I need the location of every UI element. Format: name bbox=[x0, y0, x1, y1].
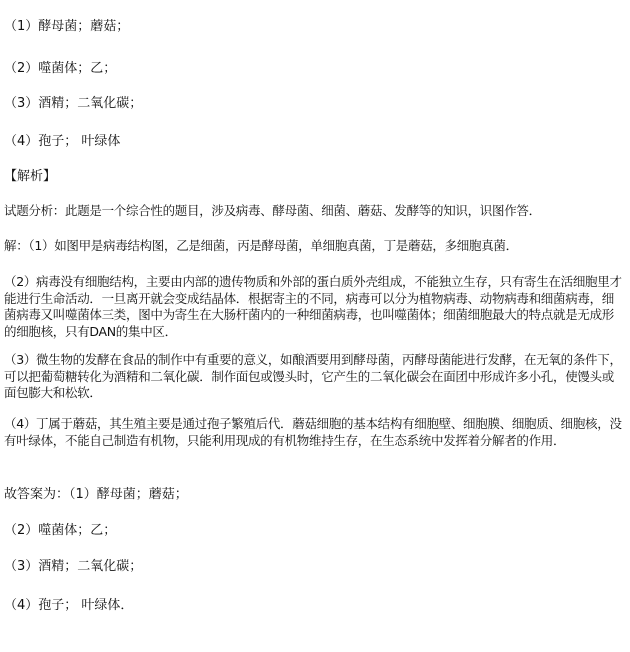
analysis-paragraph-2: （2）病毒没有细胞结构，主要由内部的遗传物质和外部的蛋白质外壳组成，不能独立生存，只有寄生在活细胞里才能进行生命活动．一旦离开就会变成结晶体．根据寄主的不同，病毒可以分为植物病毒、动物病毒和细菌病毒，细菌病毒又叫噬菌体三类，图中为寄生在大肠杆菌内的一种细菌病毒，也叫噬菌体；细菌细胞最大的特点就是无成形的细胞核，只有DAN的集中区． bbox=[4, 274, 622, 339]
final-answer-line-4: （4）孢子； 叶绿体． bbox=[4, 598, 134, 613]
final-answer-line-2: （2）噬菌体；乙； bbox=[4, 523, 117, 538]
answer-line-1: （1）酵母菌；蘑菇； bbox=[4, 19, 130, 34]
final-answer-line-1: 故答案为：（1）酵母菌；蘑菇； bbox=[4, 487, 188, 502]
analysis-paragraph-4: （4）丁属于蘑菇，其生殖主要是通过孢子繁殖后代．蘑菇细胞的基本结构有细胞壁、细胞膜、细胞质、细胞核，没有叶绿体，不能自己制造有机物，只能利用现成的有机物维持生存，在生态系统中发挥着分解者的作用． bbox=[4, 416, 622, 448]
analysis-heading: 【解析】 bbox=[4, 169, 57, 184]
final-answer-line-3: （3）酒精；二氧化碳； bbox=[4, 559, 143, 574]
analysis-paragraph-3: （3）微生物的发酵在食品的制作中有重要的意义，如酿酒要用到酵母菌，丙酵母菌能进行发酵，在无氧的条件下，可以把葡萄糖转化为酒精和二氧化碳．制作面包或馒头时，它产生的二氧化碳会在面团中形成许多小孔，使馒头或面包膨大和松软． bbox=[4, 352, 622, 400]
answer-line-3: （3）酒精；二氧化碳； bbox=[4, 96, 143, 111]
analysis-paragraph-1: 解：（1）如图甲是病毒结构图，乙是细菌，丙是酵母菌，单细胞真菌，丁是蘑菇，多细胞真菌． bbox=[4, 238, 518, 253]
answer-line-2: （2）噬菌体；乙； bbox=[4, 61, 117, 76]
answer-line-4: （4）孢子； 叶绿体 bbox=[4, 134, 121, 149]
analysis-overview: 试题分析：此题是一个综合性的题目，涉及病毒、酵母菌、细菌、蘑菇、发酵等的知识，识图作答． bbox=[4, 203, 541, 218]
